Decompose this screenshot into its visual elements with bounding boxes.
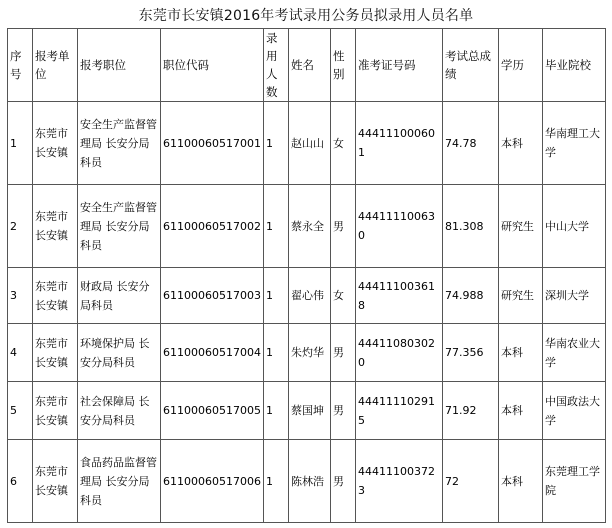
cell-code: 61100060517006 (161, 440, 264, 523)
cell-seq: 2 (8, 185, 33, 268)
cell-ticket: 444111102915 (356, 382, 443, 440)
cell-name: 蔡国坤 (289, 382, 331, 440)
cell-code: 61100060517001 (161, 102, 264, 185)
table-row (8, 185, 606, 268)
cell-position: 环境保护局 长安分局科员 (78, 324, 161, 382)
header-unit: 报考单位 (33, 29, 78, 102)
cell-name: 陈林浩 (289, 440, 331, 523)
cell-count: 1 (264, 324, 289, 382)
cell-seq: 6 (8, 440, 33, 523)
header-edu: 学历 (499, 29, 543, 102)
cell-seq: 4 (8, 324, 33, 382)
cell-school: 中山大学 (543, 185, 606, 268)
cell-ticket: 444111003723 (356, 440, 443, 523)
cell-score: 81.308 (443, 185, 499, 268)
cell-ticket: 444111000601 (356, 102, 443, 185)
cell-position: 财政局 长安分局科员 (78, 268, 161, 324)
cell-count: 1 (264, 185, 289, 268)
cell-code: 61100060517003 (161, 268, 264, 324)
cell-school: 中国政法大学 (543, 382, 606, 440)
cell-seq: 1 (8, 102, 33, 185)
cell-count: 1 (264, 382, 289, 440)
cell-count: 1 (264, 268, 289, 324)
cell-name: 朱灼华 (289, 324, 331, 382)
cell-gender: 女 (331, 268, 356, 324)
cell-count: 1 (264, 440, 289, 523)
candidates-table (7, 28, 606, 523)
cell-position: 食品药品监督管理局 长安分局科员 (78, 440, 161, 523)
cell-position: 安全生产监督管理局 长安分局科员 (78, 102, 161, 185)
cell-score: 72 (443, 440, 499, 523)
cell-score: 74.78 (443, 102, 499, 185)
table-row (8, 268, 606, 324)
cell-score: 74.988 (443, 268, 499, 324)
table-row (8, 102, 606, 185)
cell-edu: 研究生 (499, 185, 543, 268)
header-score: 考试总成绩 (443, 29, 499, 102)
header-count: 录用人数 (264, 29, 289, 102)
cell-count: 1 (264, 102, 289, 185)
cell-gender: 男 (331, 440, 356, 523)
header-gender: 性别 (331, 29, 356, 102)
cell-unit: 东莞市长安镇 (33, 324, 78, 382)
cell-position: 安全生产监督管理局 长安分局科员 (78, 185, 161, 268)
cell-seq: 5 (8, 382, 33, 440)
cell-position: 社会保障局 长安分局科员 (78, 382, 161, 440)
cell-school: 华南理工大学 (543, 102, 606, 185)
cell-seq: 3 (8, 268, 33, 324)
cell-gender: 男 (331, 185, 356, 268)
cell-gender: 男 (331, 324, 356, 382)
table-row (8, 440, 606, 523)
cell-school: 深圳大学 (543, 268, 606, 324)
cell-code: 61100060517005 (161, 382, 264, 440)
header-seq: 序号 (8, 29, 33, 102)
cell-ticket: 444111003618 (356, 268, 443, 324)
cell-code: 61100060517002 (161, 185, 264, 268)
cell-gender: 女 (331, 102, 356, 185)
cell-score: 77.356 (443, 324, 499, 382)
cell-name: 蔡永全 (289, 185, 331, 268)
page-title: 东莞市长安镇2016年考试录用公务员拟录用人员名单 (138, 8, 474, 24)
cell-code: 61100060517004 (161, 324, 264, 382)
header-code: 职位代码 (161, 29, 264, 102)
cell-ticket: 444110803020 (356, 324, 443, 382)
cell-school: 东莞理工学院 (543, 440, 606, 523)
cell-edu: 本科 (499, 102, 543, 185)
cell-ticket: 444111100630 (356, 185, 443, 268)
cell-gender: 男 (331, 382, 356, 440)
cell-name: 翟心伟 (289, 268, 331, 324)
cell-unit: 东莞市长安镇 (33, 102, 78, 185)
cell-score: 71.92 (443, 382, 499, 440)
cell-edu: 本科 (499, 382, 543, 440)
cell-unit: 东莞市长安镇 (33, 382, 78, 440)
table-row (8, 382, 606, 440)
cell-unit: 东莞市长安镇 (33, 440, 78, 523)
cell-edu: 本科 (499, 324, 543, 382)
cell-unit: 东莞市长安镇 (33, 268, 78, 324)
cell-school: 华南农业大学 (543, 324, 606, 382)
header-ticket: 准考证号码 (356, 29, 443, 102)
table-row (8, 324, 606, 382)
header-school: 毕业院校 (543, 29, 606, 102)
cell-name: 赵山山 (289, 102, 331, 185)
table-header-row (8, 29, 606, 102)
header-position: 报考职位 (78, 29, 161, 102)
header-name: 姓名 (289, 29, 331, 102)
cell-edu: 本科 (499, 440, 543, 523)
cell-unit: 东莞市长安镇 (33, 185, 78, 268)
cell-edu: 研究生 (499, 268, 543, 324)
